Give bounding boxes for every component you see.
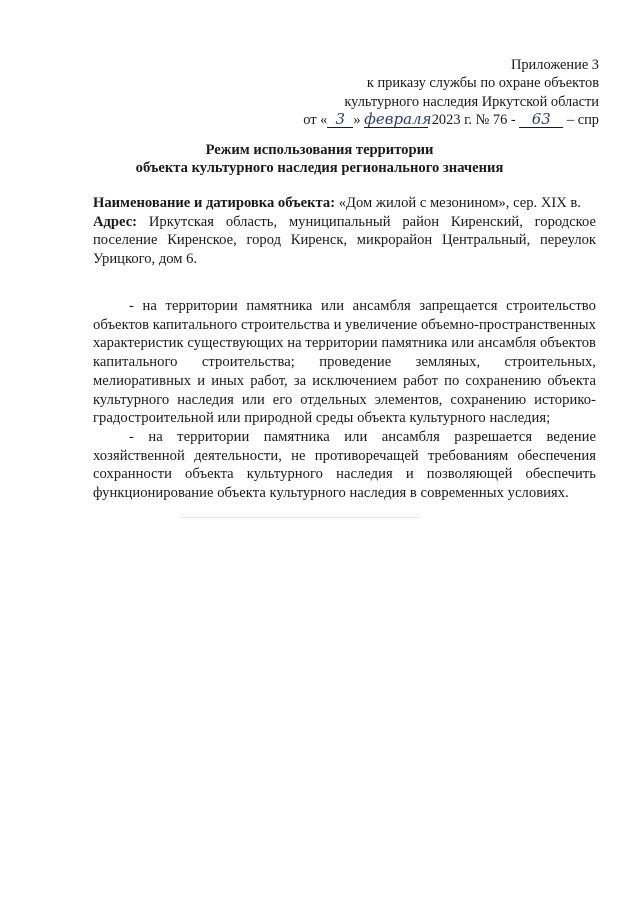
date-prefix: от « — [303, 112, 328, 129]
appendix-date-line — [303, 111, 599, 129]
regime-permission-paragraph: - на территории памятника или ансамбля разрешается ведение хозяйственной деятельности, не противоречащей требованиям обеспечения сохранности объекта культурного наследия и позволяющей обеспечить функционирование объекта культурного наследия в современных условиях. — [93, 428, 596, 502]
order-suffix: – спр — [566, 112, 599, 129]
order-number-field — [519, 112, 563, 128]
appendix-number: Приложение 3 — [510, 57, 599, 73]
document-title — [0, 141, 639, 178]
title-line-1: Режим использования территории — [205, 142, 434, 158]
object-address-value: Иркутская область, муниципальный район Киренский, городское поселение Киренское, город Киренск, микрорайон Центральный, переулок Урицкого, дом 6. — [93, 213, 596, 267]
object-address-label: Адрес: — [93, 213, 138, 230]
handwritten-order-number: 63 — [531, 110, 551, 129]
appendix-authority-line: культурного наследия Иркутской области — [344, 93, 599, 110]
handwritten-day: 3 — [335, 110, 346, 129]
regime-prohibition-paragraph: - на территории памятника или ансамбля запрещается строительство объектов капитального строительства и увеличение объемно-пространственных характеристик существующих на территории памятника или ансамбля объектов капитального строительства; проведение земляных, строительных, мелиоративных и иных работ, за исключением работ по сохранению объекта культурного наследия или его отдельных элементов, сохранению историко-градостроительной или природной среды объекта культурного наследия; — [93, 298, 596, 427]
date-day-field — [327, 112, 353, 128]
date-quote-close: » — [353, 112, 361, 129]
object-name-value: «Дом жилой с мезонином», сер. XIX в. — [338, 195, 581, 211]
object-name-row — [93, 194, 596, 213]
date-month-field — [364, 110, 432, 129]
title-line-2: объекта культурного наследия регионального значения — [135, 160, 504, 177]
regime-text — [93, 297, 596, 503]
appendix-order-line: к приказу службы по охране объектов — [366, 75, 599, 92]
handwritten-month: февраля — [364, 110, 432, 129]
object-address-row — [93, 213, 596, 269]
scan-artifact — [180, 517, 420, 518]
date-year-number: 2023 г. № 76 - — [431, 112, 516, 129]
object-info — [93, 194, 596, 268]
object-name-label: Наименование и датировка объекта: — [93, 195, 336, 211]
appendix-header — [303, 56, 599, 130]
